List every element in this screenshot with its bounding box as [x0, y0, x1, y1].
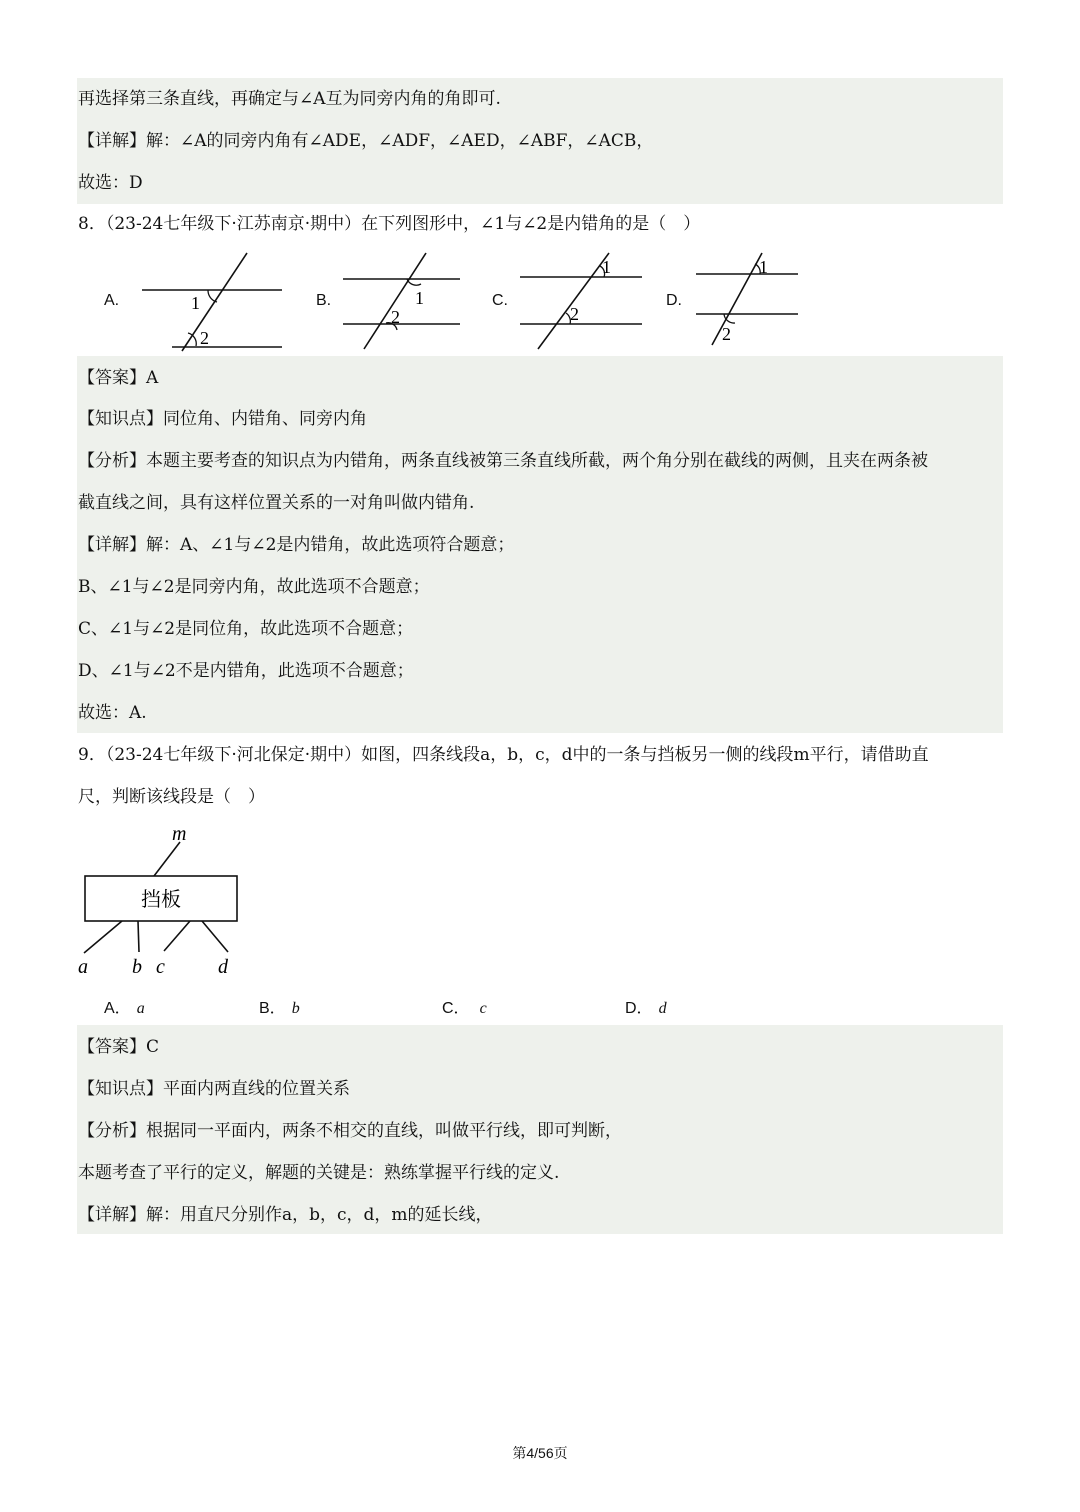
segment-d	[202, 921, 228, 952]
question-8-title: 8．（23-24七年级下·江苏南京·期中）在下列图形中，∠1与∠2是内错角的是（ ）	[78, 214, 701, 234]
knowledge-point: 【知识点】平面内两直线的位置关系	[78, 1079, 350, 1099]
angle-label-2: 2	[200, 328, 209, 348]
option-label: A．	[104, 1000, 131, 1017]
label-a: a	[78, 956, 88, 978]
q9-figure	[72, 820, 252, 980]
q9-option-a	[104, 995, 145, 1018]
q8-figure-a	[130, 250, 290, 355]
board-label: 挡板	[141, 887, 181, 911]
detail-text: 【详解】解：用直尺分别作a，b，c，d，m的延长线，	[78, 1205, 493, 1225]
q8-figure-c	[512, 250, 647, 355]
q8-option-b-label: B.	[316, 292, 332, 309]
analysis-text: 截直线之间，具有这样位置关系的一对角叫做内错角.	[78, 493, 475, 513]
question-9-title: 9．（23-24七年级下·河北保定·期中）如图，四条线段a，b，c，d中的一条与挡板另一侧的线段m平行，请借助直	[78, 745, 929, 765]
q8-option-a-label: A.	[104, 292, 120, 309]
analysis-text: 【分析】本题主要考查的知识点为内错角，两条直线被第三条直线所截，两个角分别在截线的两侧，且夹在两条被	[78, 451, 928, 471]
text-line: 【详解】解：∠A的同旁内角有∠ADE，∠ADF，∠AED，∠ABF，∠ACB，	[78, 131, 654, 151]
q8-option-c-label: C.	[492, 292, 508, 309]
summary-text: 本题考查了平行的定义，解题的关键是：熟练掌握平行线的定义.	[78, 1163, 560, 1183]
option-label: D．	[625, 1000, 653, 1017]
option-value: a	[136, 1000, 145, 1017]
segment-m	[154, 842, 180, 876]
angle-label-1: 1	[759, 257, 768, 277]
q8-figure-d	[690, 250, 805, 355]
q8-figure-b	[335, 250, 465, 355]
analysis-text: 【分析】根据同一平面内，两条不相交的直线，叫做平行线，即可判断，	[78, 1121, 622, 1141]
option-value: c	[479, 1000, 487, 1017]
detail-text: C、∠1与∠2是同位角，故此选项不合题意；	[78, 619, 414, 639]
angle-label-1: 1	[191, 293, 200, 313]
q9-option-b	[259, 995, 300, 1018]
text-line: 再选择第三条直线，再确定与∠A互为同旁内角的角即可.	[78, 89, 501, 109]
option-value: d	[658, 1000, 667, 1017]
detail-text: B、∠1与∠2是同旁内角，故此选项不合题意；	[78, 577, 430, 597]
q8-option-d-label: D.	[666, 292, 682, 309]
angle-label-1: 1	[415, 288, 424, 308]
angle-arc-2	[724, 314, 735, 323]
segment-c	[164, 921, 190, 951]
answer-label: 【答案】A	[78, 368, 159, 388]
transversal	[712, 253, 762, 345]
text-line: 故选：D	[78, 173, 143, 193]
question-9-title-cont: 尺，判断该线段是（ ）	[78, 787, 265, 807]
choose-text: 故选：A.	[78, 703, 147, 723]
segment-b	[138, 921, 139, 952]
segment-a	[84, 921, 122, 953]
angle-label-2: 2	[391, 307, 400, 327]
angle-label-1: 1	[602, 257, 611, 277]
detail-text: D、∠1与∠2不是内错角，此选项不合题意；	[78, 661, 414, 681]
option-value: b	[291, 1000, 300, 1017]
detail-text: 【详解】解：A、∠1与∠2是内错角，故此选项符合题意；	[78, 535, 515, 555]
transversal	[538, 253, 609, 349]
page-number: 第4/56页	[512, 1445, 568, 1461]
option-label: B．	[259, 1000, 286, 1017]
label-d: d	[218, 956, 228, 978]
knowledge-point: 【知识点】同位角、内错角、同旁内角	[78, 409, 367, 429]
q9-option-c	[442, 995, 487, 1018]
answer-label: 【答案】C	[78, 1037, 160, 1057]
angle-label-2: 2	[570, 304, 579, 324]
label-m: m	[172, 823, 187, 845]
label-c: c	[156, 956, 165, 978]
label-b: b	[132, 956, 142, 978]
q9-option-d	[625, 995, 667, 1018]
option-label: C．	[442, 1000, 470, 1017]
angle-label-2: 2	[722, 324, 731, 344]
